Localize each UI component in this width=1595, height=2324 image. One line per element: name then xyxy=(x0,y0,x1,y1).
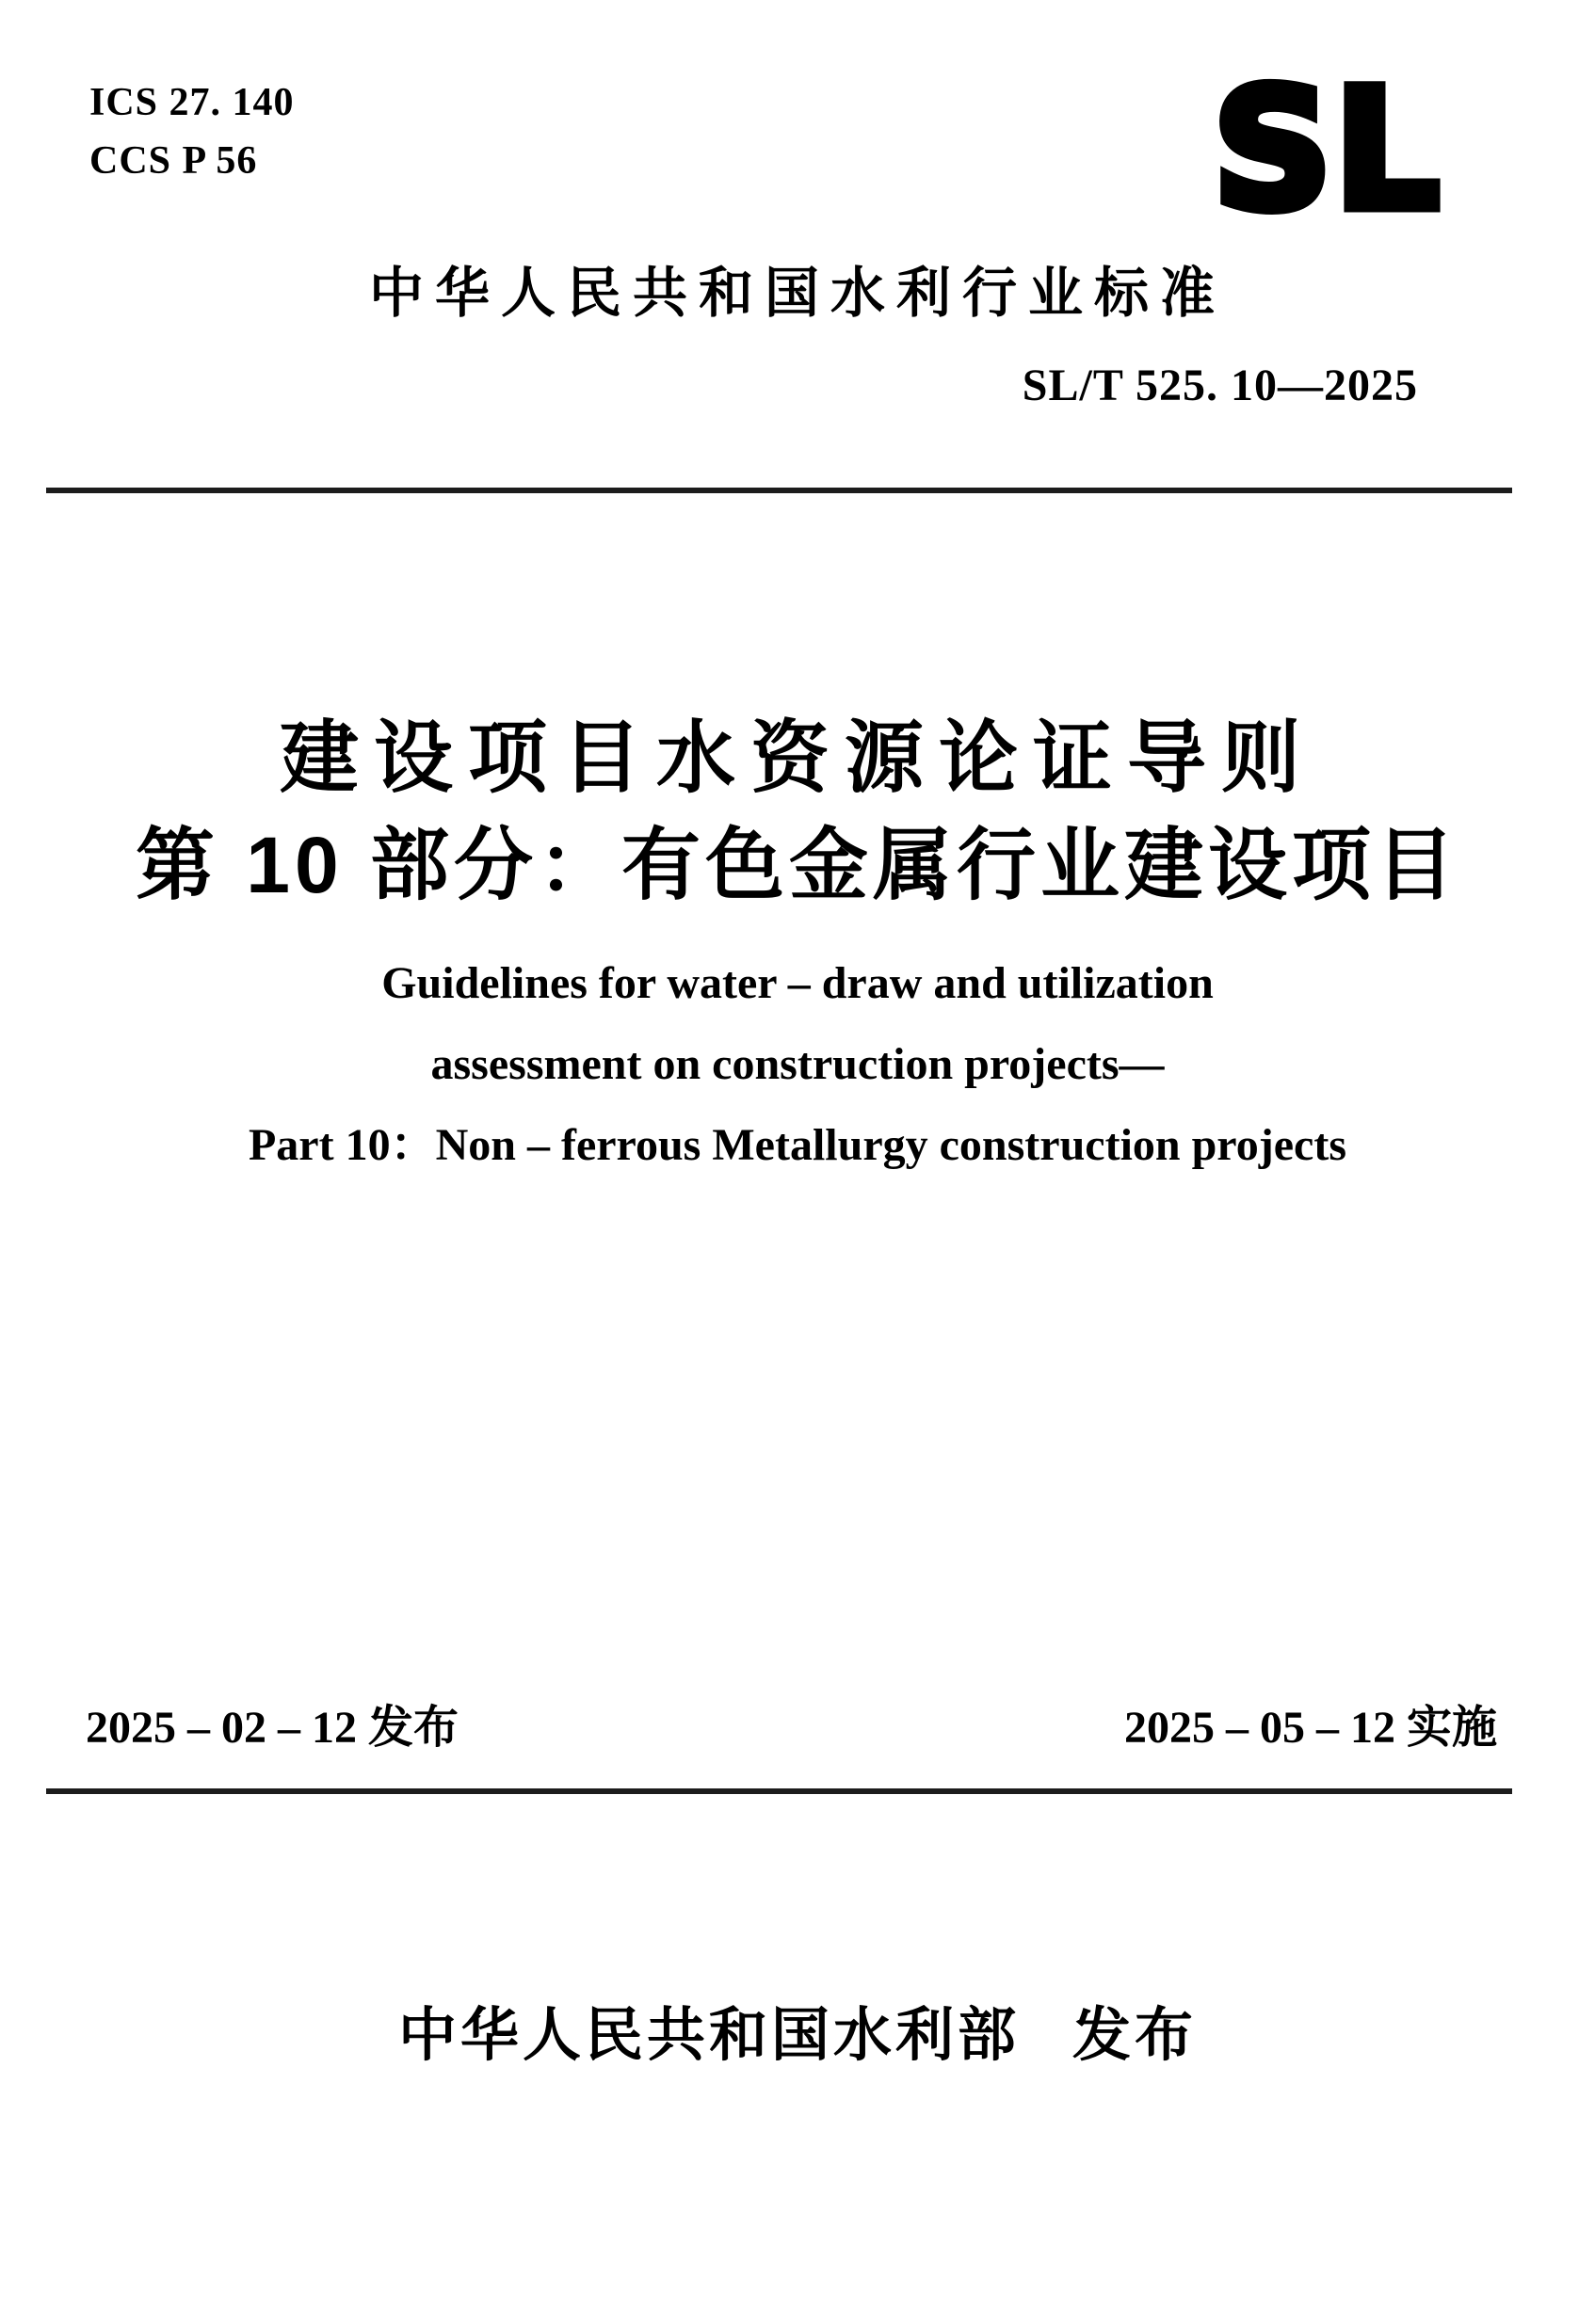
bottom-divider-line xyxy=(46,1788,1512,1794)
title-cn-line2: 第 10 部分：有色金属行业建设项目 xyxy=(135,821,1460,909)
title-chinese xyxy=(0,704,1595,919)
publisher-name: 中华人民共和国水利部 xyxy=(397,2003,1020,2068)
title-cn-line1: 建设项目水资源论证导则 xyxy=(279,713,1315,802)
date-row xyxy=(46,1691,1512,1755)
ccs-code: CCS P 56 xyxy=(89,139,258,183)
top-divider-line xyxy=(46,488,1512,493)
implement-date: 2025 – 05 – 12 实施 xyxy=(1123,1703,1497,1753)
standard-number: SL/T 525. 10—2025 xyxy=(1022,361,1418,410)
sl-logo xyxy=(1211,54,1470,247)
publish-action: 发布 xyxy=(1072,2003,1198,2068)
standard-type-title: 中华人民共和国水利行业标准 xyxy=(368,263,1226,324)
publisher-line xyxy=(0,1988,1595,2072)
title-en-line2: assessment on construction projects— xyxy=(430,1039,1165,1089)
title-en-line3: Part 10：Non – ferrous Metallurgy construction projects xyxy=(248,1120,1347,1170)
sl-logo-text: SL xyxy=(1213,54,1442,247)
title-en-line1: Guidelines for water – draw and utilization xyxy=(381,958,1214,1008)
issue-date: 2025 – 02 – 12 发布 xyxy=(86,1703,459,1753)
title-english xyxy=(0,943,1595,1186)
classification-codes xyxy=(89,73,295,190)
ics-code: ICS 27. 140 xyxy=(89,81,295,124)
